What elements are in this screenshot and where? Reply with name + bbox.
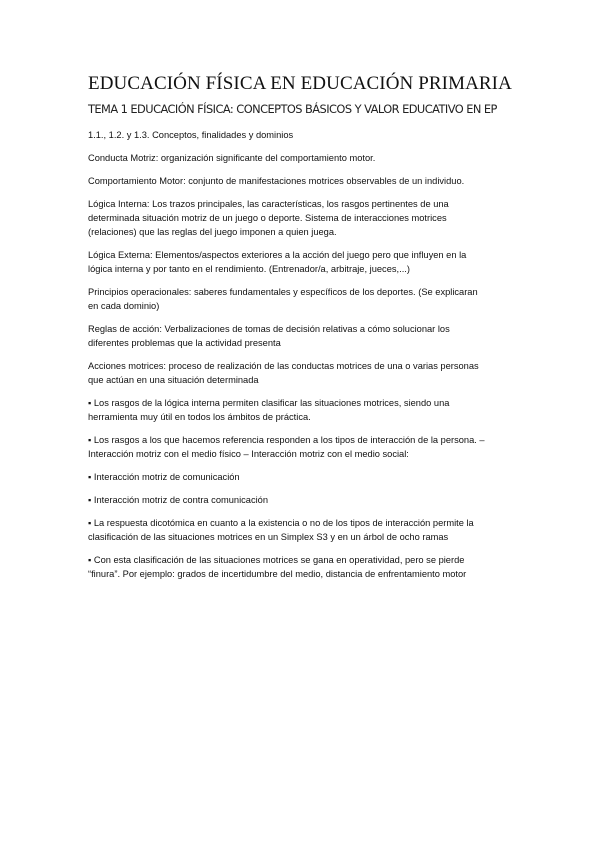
document-paragraph bbox=[88, 128, 522, 142]
document-paragraph bbox=[88, 322, 522, 350]
paragraph-line: Conducta Motriz: organización significante del comportamiento motor. bbox=[88, 153, 376, 163]
paragraph-line: “finura”. Por ejemplo: grados de incertidumbre del medio, distancia de enfrentamiento motor bbox=[88, 569, 467, 579]
paragraph-line: Reglas de acción: Verbalizaciones de tomas de decisión relativas a cómo solucionar los bbox=[88, 324, 450, 334]
paragraph-line: 1.1., 1.2. y 1.3. Conceptos, finalidades y dominios bbox=[88, 130, 294, 140]
paragraph-line: Comportamiento Motor: conjunto de manifestaciones motrices observables de un individuo. bbox=[88, 176, 465, 186]
paragraph-line: ▪ Los rasgos de la lógica interna permiten clasificar las situaciones motrices, siendo una bbox=[88, 398, 450, 408]
paragraph-line: Principios operacionales: saberes fundamentales y específicos de los deportes. (Se explicaran bbox=[88, 287, 478, 297]
paragraph-line: Interacción motriz con el medio físico – Interacción motriz con el medio social: bbox=[88, 449, 409, 459]
paragraph-line: Acciones motrices: proceso de realización de las conductas motrices de una o varias personas bbox=[88, 361, 479, 371]
document-paragraph bbox=[88, 174, 522, 188]
paragraph-line: diferentes problemas que la actividad presenta bbox=[88, 338, 281, 348]
document-paragraph bbox=[88, 151, 522, 165]
paragraph-line: que actúan en una situación determinada bbox=[88, 375, 259, 385]
document-body bbox=[88, 128, 522, 590]
paragraph-line: lógica interna y por tanto en el rendimiento. (Entrenador/a, arbitraje, jueces,...) bbox=[88, 264, 410, 274]
paragraph-line: ▪ Con esta clasificación de las situaciones motrices se gana en operatividad, pero se pierde bbox=[88, 555, 465, 565]
paragraph-line: ▪ Los rasgos a los que hacemos referencia responden a los tipos de interacción de la persona. – bbox=[88, 435, 485, 445]
paragraph-line: en cada dominio) bbox=[88, 301, 160, 311]
document-paragraph bbox=[88, 248, 522, 276]
document-paragraph bbox=[88, 197, 522, 239]
document-paragraph bbox=[88, 433, 522, 461]
paragraph-line: ▪ La respuesta dicotómica en cuanto a la existencia o no de los tipos de interacción permite la bbox=[88, 518, 474, 528]
document-paragraph bbox=[88, 359, 522, 387]
document-paragraph bbox=[88, 553, 522, 581]
paragraph-line: Lógica Externa: Elementos/aspectos exteriores a la acción del juego pero que influyen en la bbox=[88, 250, 467, 260]
paragraph-line: clasificación de las situaciones motrices en un Simplex S3 y en un árbol de ocho ramas bbox=[88, 532, 449, 542]
paragraph-line: ▪ Interacción motriz de contra comunicación bbox=[88, 495, 269, 505]
paragraph-line: (relaciones) que las reglas del juego imponen a quien juega. bbox=[88, 227, 337, 237]
document-subtitle: TEMA 1 EDUCACIÓN FÍSICA: CONCEPTOS BÁSICOS Y VALOR EDUCATIVO EN EP bbox=[88, 102, 497, 116]
document-paragraph bbox=[88, 493, 522, 507]
paragraph-line: Lógica Interna: Los trazos principales, las características, los rasgos pertinentes de una bbox=[88, 199, 449, 209]
document-paragraph bbox=[88, 285, 522, 313]
document-paragraph bbox=[88, 516, 522, 544]
paragraph-line: determinada situación motriz de un juego o deporte. Sistema de interacciones motrices bbox=[88, 213, 447, 223]
document-title: EDUCACIÓN FÍSICA EN EDUCACIÓN PRIMARIA bbox=[88, 73, 512, 94]
document-paragraph bbox=[88, 470, 522, 484]
document-paragraph bbox=[88, 396, 522, 424]
paragraph-line: herramienta muy útil en todos los ámbitos de práctica. bbox=[88, 412, 311, 422]
paragraph-line: ▪ Interacción motriz de comunicación bbox=[88, 472, 240, 482]
